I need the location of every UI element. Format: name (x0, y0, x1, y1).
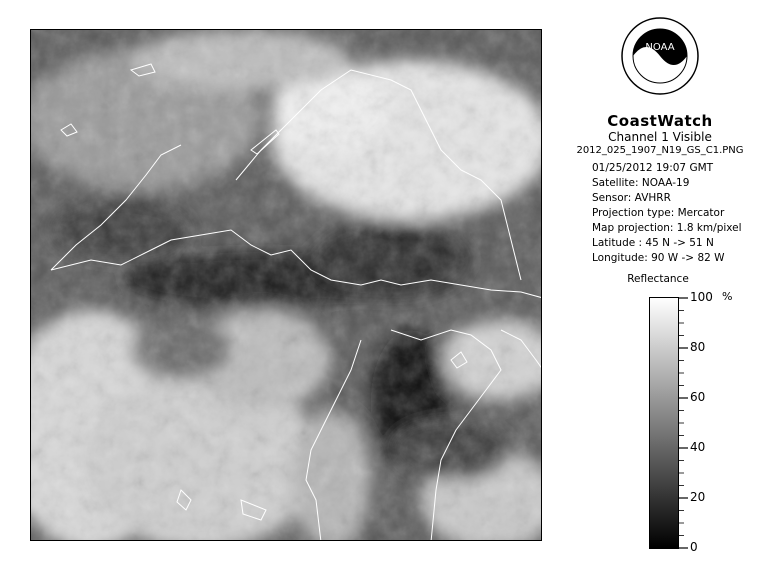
product-title: CoastWatch (607, 112, 713, 130)
datetime-label: 01/25/2012 19:07 GMT (592, 162, 714, 174)
satellite-label: Satellite: NOAA-19 (592, 177, 690, 189)
channel-label: Channel 1 Visible (608, 130, 712, 144)
tick-label: 20 (690, 490, 706, 504)
latitude-label: Latitude : 45 N -> 51 N (592, 237, 714, 249)
tick-label: 80 (690, 340, 706, 354)
legend-unit: % (722, 290, 733, 303)
reflectance-colorbar (649, 297, 679, 549)
longitude-label: Longitude: 90 W -> 82 W (592, 252, 725, 264)
colorbar-ticks (679, 297, 691, 549)
tick-label: 100 (690, 290, 713, 304)
filename-label: 2012_025_1907_N19_GS_C1.PNG (576, 145, 744, 156)
noaa-logo (620, 16, 700, 96)
sensor-label: Sensor: AVHRR (592, 192, 671, 204)
tick-label: 0 (690, 540, 698, 554)
tick-label: 60 (690, 390, 706, 404)
satellite-image (30, 29, 542, 541)
projection-type-label: Projection type: Mercator (592, 207, 725, 219)
map-projection-label: Map projection: 1.8 km/pixel (592, 222, 742, 234)
tick-label: 40 (690, 440, 706, 454)
legend-title: Reflectance (627, 273, 689, 285)
logo-text: NOAA (645, 42, 675, 53)
